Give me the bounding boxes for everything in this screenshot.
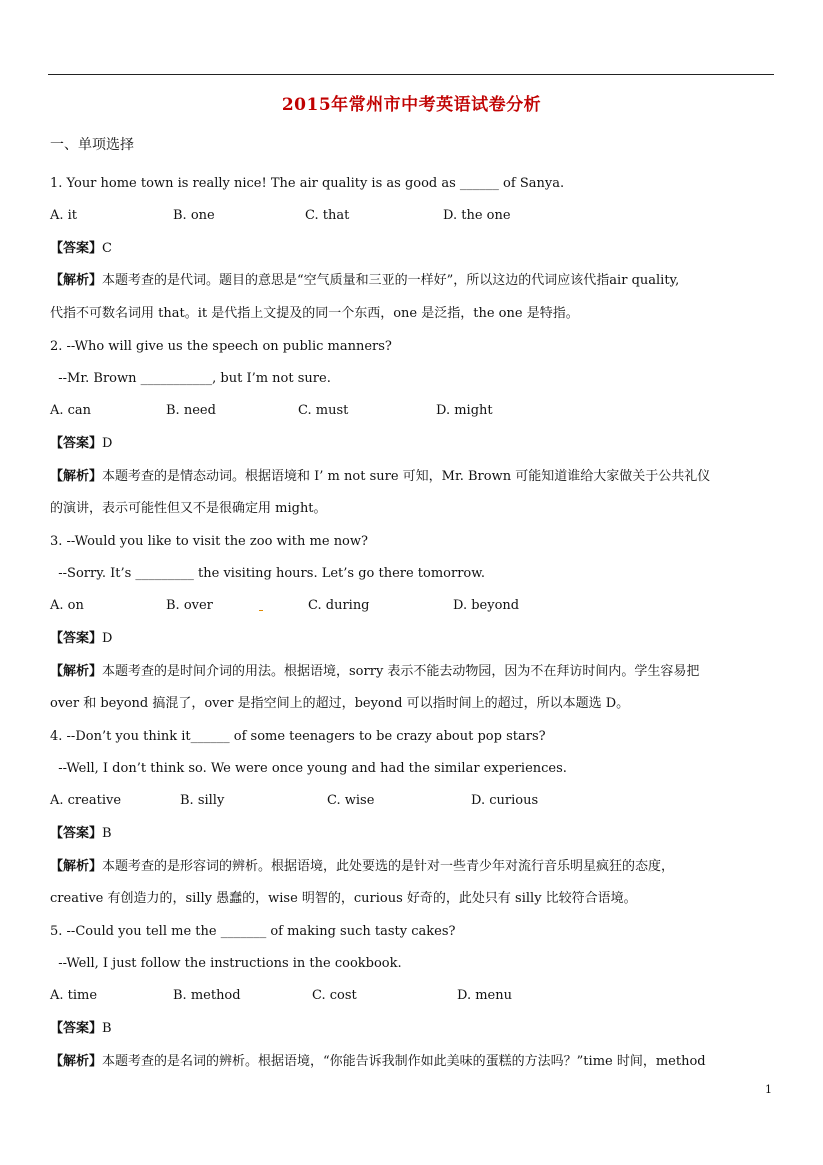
answer-value: B (102, 1021, 112, 1036)
question-4-analysis (50, 859, 780, 875)
analysis-text: 本题考查的是情态动词。根据语境和 I’ m not sure 可知，Mr. Brown 可能知道谁给大家做关于公共礼仪 (102, 469, 711, 484)
question-4-stem-reply: --Well, I don’t think so. We were once young and had the similar experiences. (50, 761, 567, 776)
analysis-label: 【解析】 (50, 273, 103, 288)
option-c: C. during (308, 598, 370, 613)
header-rule (48, 74, 774, 75)
question-2-stem: 2. --Who will give us the speech on public manners? (50, 339, 392, 354)
option-a: A. creative (50, 793, 122, 808)
answer-value: D (102, 631, 113, 646)
question-3-analysis-cont: over 和 beyond 搞混了，over 是指空间上的超过，beyond 可以指时间上的超过，所以本题选 D。 (50, 696, 630, 711)
stray-mark (259, 610, 263, 611)
analysis-text: 本题考查的是代词。题目的意思是“空气质量和三亚的一样好”，所以这边的代词应该代指air quality, (102, 273, 680, 288)
analysis-label: 【解析】 (50, 664, 103, 679)
answer-value: D (102, 436, 113, 451)
question-2-analysis-cont: 的演讲，表示可能性但又不是很确定用 might。 (50, 501, 327, 516)
answer-label: 【答案】 (50, 241, 103, 256)
section-heading: 一、单项选择 (50, 137, 134, 153)
question-1-answer (50, 241, 780, 257)
option-c: C. that (305, 208, 350, 223)
question-1-analysis-cont: 代指不可数名词用 that。it 是代指上文提及的同一个东西，one 是泛指，the one 是特指。 (50, 306, 579, 321)
answer-label: 【答案】 (50, 826, 103, 841)
answer-label: 【答案】 (50, 436, 103, 451)
question-2-stem-reply: --Mr. Brown ___________, but I’m not sure. (50, 371, 331, 386)
option-d: D. might (436, 403, 493, 418)
option-a: A. can (50, 403, 92, 418)
question-2-analysis (50, 469, 780, 485)
question-4-analysis-cont: creative 有创造力的，silly 愚蠢的，wise 明智的，curious 好奇的，此处只有 silly 比较符合语境。 (50, 891, 637, 906)
page-number: 1 (765, 1083, 772, 1096)
option-d: D. menu (457, 988, 512, 1003)
question-5-stem-reply: --Well, I just follow the instructions in the cookbook. (50, 956, 402, 971)
option-b: B. need (166, 403, 216, 418)
option-b: B. silly (180, 793, 225, 808)
option-b: B. one (173, 208, 215, 223)
document-title: 2015年常州市中考英语试卷分析 (281, 95, 542, 115)
question-5-analysis (50, 1054, 780, 1070)
option-a: A. on (50, 598, 84, 613)
question-3-answer (50, 631, 780, 647)
option-a: A. time (50, 988, 98, 1003)
question-2-answer (50, 436, 780, 452)
option-c: C. cost (312, 988, 357, 1003)
answer-value: C (102, 241, 112, 256)
analysis-label: 【解析】 (50, 469, 103, 484)
analysis-label: 【解析】 (50, 859, 103, 874)
question-5-stem: 5. --Could you tell me the _______ of making such tasty cakes? (50, 924, 456, 939)
option-d: D. the one (443, 208, 511, 223)
answer-label: 【答案】 (50, 1021, 103, 1036)
answer-value: B (102, 826, 112, 841)
analysis-text: 本题考查的是形容词的辨析。根据语境，此处要选的是针对一些青少年对流行音乐明星疯狂的态度， (102, 859, 675, 874)
analysis-text: 本题考查的是名词的辨析。根据语境，“你能告诉我制作如此美味的蛋糕的方法吗？”time 时间，method (102, 1054, 706, 1069)
option-b: B. over (166, 598, 213, 613)
analysis-text: 本题考查的是时间介词的用法。根据语境，sorry 表示不能去动物园，因为不在拜访时间内。学生容易把 (102, 664, 700, 679)
option-d: D. curious (471, 793, 539, 808)
analysis-label: 【解析】 (50, 1054, 103, 1069)
question-3-stem-reply: --Sorry. It’s _________ the visiting hours. Let’s go there tomorrow. (50, 566, 485, 581)
question-5-answer (50, 1021, 780, 1037)
answer-label: 【答案】 (50, 631, 103, 646)
question-4-stem: 4. --Don’t you think it______ of some teenagers to be crazy about pop stars? (50, 729, 546, 744)
question-3-stem: 3. --Would you like to visit the zoo with me now? (50, 534, 368, 549)
option-b: B. method (173, 988, 241, 1003)
question-1-stem: 1. Your home town is really nice! The air quality is as good as ______ of Sanya. (50, 176, 565, 191)
option-c: C. must (298, 403, 349, 418)
question-3-analysis (50, 664, 780, 680)
question-4-answer (50, 826, 780, 842)
option-c: C. wise (327, 793, 375, 808)
option-a: A. it (50, 208, 78, 223)
question-1-analysis (50, 273, 780, 289)
option-d: D. beyond (453, 598, 520, 613)
